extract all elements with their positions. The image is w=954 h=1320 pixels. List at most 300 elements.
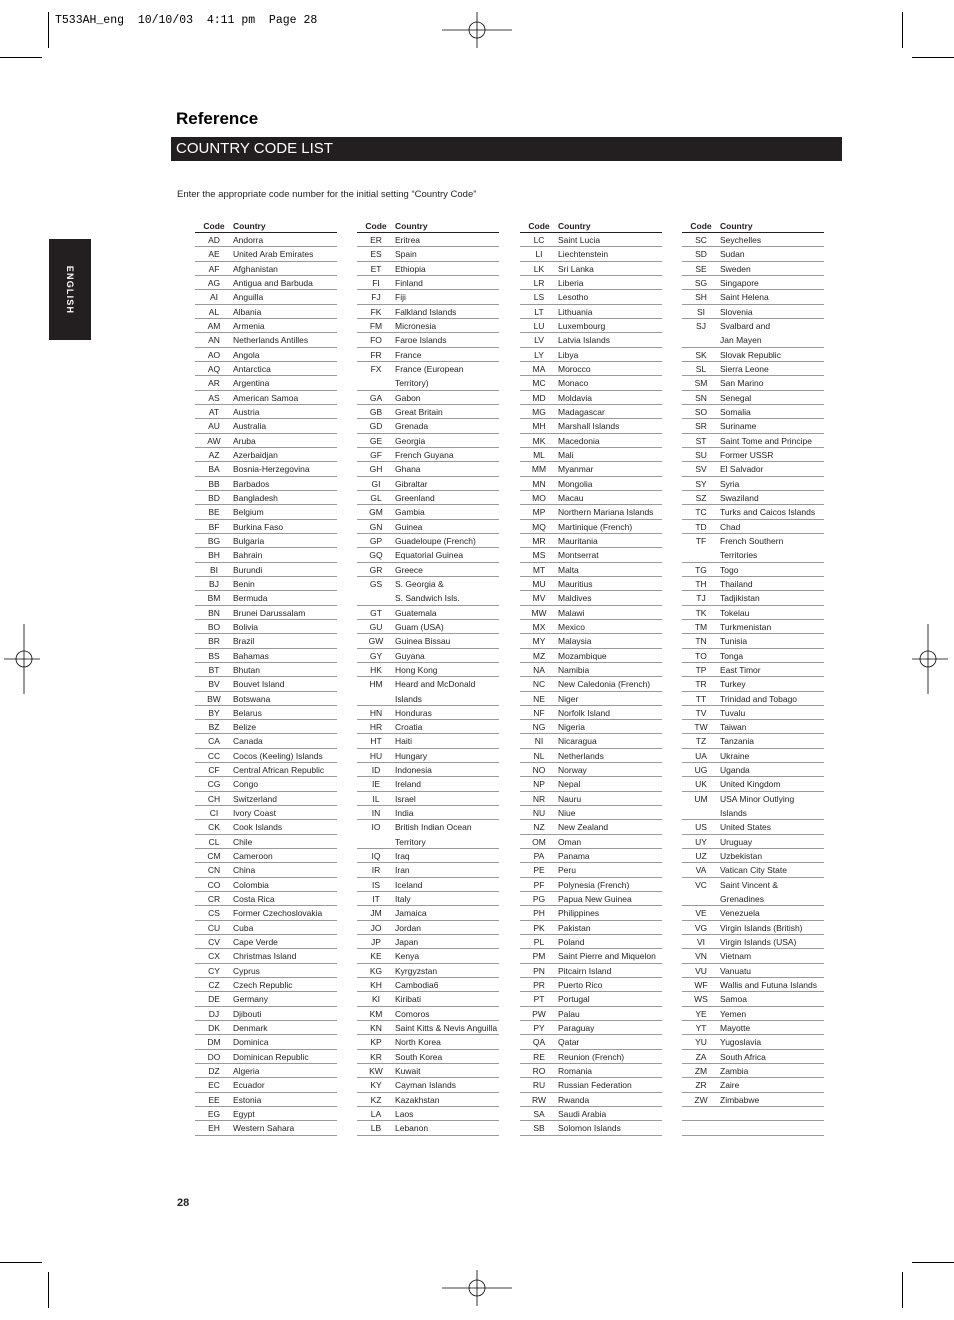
country-name: Tadjikistan [720,593,760,604]
table-row [357,849,499,863]
country-name: Cayman Islands [395,1080,456,1091]
country-name: Switzerland [233,793,277,804]
country-name: Egypt [233,1109,255,1120]
table-row [357,376,499,390]
table-row [682,1021,824,1035]
country-name: Senegal [720,392,752,403]
country-name: Morocco [558,363,591,374]
table-row [520,290,662,304]
table-row [520,835,662,849]
country-code: PT [533,994,545,1005]
country-name: Hong Kong [395,664,438,675]
country-code: KE [370,951,382,962]
country-name: Falkland Islands [395,306,457,317]
country-code: GQ [369,550,383,561]
table-row [357,878,499,892]
country-code: GY [369,650,383,661]
country-name: Congo [233,779,259,790]
country-name: Iraq [395,851,410,862]
table-row [682,1078,824,1092]
country-name: Brunei Darussalam [233,607,306,618]
country-name: Burkina Faso [233,521,284,532]
country-code: CL [208,836,220,847]
table-row [520,906,662,920]
country-name: Russian Federation [558,1080,632,1091]
country-code: KH [370,980,382,991]
country-name: Austria [233,406,260,417]
table-row [682,305,824,319]
country-code: DM [207,1037,221,1048]
country-name: Romania [558,1066,593,1077]
country-name: Mali [558,449,574,460]
country-name: Canada [233,736,263,747]
table-row [357,491,499,505]
table-row [195,305,337,319]
table-row [195,233,337,247]
country-name: Maldives [558,593,592,604]
country-name: Azerbaidjan [233,449,278,460]
country-code: WS [694,994,708,1005]
country-code: MU [532,578,546,589]
table-row [195,319,337,333]
table-row [195,1021,337,1035]
country-code: NR [532,793,546,804]
country-name: Nepal [558,779,581,790]
table-row [682,391,824,405]
header-code: Code [365,221,387,231]
country-name: Singapore [720,277,759,288]
country-code: VN [695,951,707,962]
table-row [682,348,824,362]
country-code: LA [370,1109,382,1120]
page-number: 28 [177,1197,190,1209]
country-code [682,1107,720,1120]
country-name: Pitcairn Island [558,965,612,976]
country-name: Chile [233,836,253,847]
country-name: Tokelau [720,607,750,618]
country-name: Iran [395,865,410,876]
table-row [195,734,337,748]
table-row [682,992,824,1006]
language-tab-label: ENGLISH [65,265,75,314]
table-row [357,348,499,362]
country-code: BM [207,593,221,604]
country-code: DK [208,1023,220,1034]
country-code: BD [208,492,220,503]
registration-mark-icon [442,1270,512,1306]
country-code: EE [208,1094,220,1105]
table-row [520,434,662,448]
country-code: CO [207,879,221,890]
country-name: North Korea [395,1037,441,1048]
code-column-1 [195,220,337,1136]
table-row [357,577,499,591]
country-name: Ecuador [233,1080,265,1091]
country-code: LK [533,263,545,274]
country-code: SN [695,392,707,403]
country-code: PG [532,894,546,905]
country-name: Mauritania [558,535,598,546]
table-row [357,247,499,261]
table-row [357,520,499,534]
country-name: Burundi [233,564,263,575]
country-code: ML [533,449,545,460]
country-code: IS [371,879,381,890]
country-name: Grenadines [720,894,764,905]
table-row [520,276,662,290]
country-code: CN [207,865,221,876]
country-name: Botswana [233,693,271,704]
country-code: AL [208,306,220,317]
table-row [195,663,337,677]
table-row [357,563,499,577]
country-code: TR [695,679,707,690]
table-row [520,577,662,591]
country-name: Saint Lucia [558,235,601,245]
table-row [520,319,662,333]
country-name: Antarctica [233,363,271,374]
table-row [357,333,499,347]
table-row [682,233,824,247]
table-row [357,462,499,476]
country-code: FM [369,320,383,331]
country-name: Trinidad and Tobago [720,693,798,704]
country-code: ES [370,249,382,260]
country-name: Andorra [233,235,264,245]
table-row [682,290,824,304]
country-name: Puerto Rico [558,980,603,991]
table-row [357,649,499,663]
table-row [357,1050,499,1064]
country-code: GW [368,636,384,647]
code-column-3 [520,220,662,1136]
country-code: LB [370,1123,382,1134]
table-row [682,949,824,963]
country-name: Virgin Islands (British) [720,922,803,933]
country-code: UY [695,836,707,847]
country-name: New Zealand [558,822,609,833]
table-row [357,262,499,276]
country-name: Georgia [395,435,426,446]
table-row [520,964,662,978]
country-code: NI [534,736,544,747]
table-row [195,820,337,834]
table-row [682,534,824,548]
table-row [682,1050,824,1064]
country-code: TC [695,507,707,518]
table-row [682,405,824,419]
country-code: CH [207,793,221,804]
country-name: Chad [720,521,741,532]
country-name: Turkey [720,679,746,690]
table-row [357,534,499,548]
table-row [520,305,662,319]
table-row [682,262,824,276]
country-code: CV [208,937,220,948]
table-row [357,906,499,920]
table-row [357,835,499,849]
country-code: HM [369,679,383,690]
country-code: DZ [208,1066,220,1077]
table-row [195,434,337,448]
country-code: QA [532,1037,546,1048]
country-code: SC [695,235,707,245]
country-code: NA [533,664,545,675]
table-row [195,863,337,877]
country-code: KI [371,994,381,1005]
country-code: CM [207,851,221,862]
table-row [195,462,337,476]
country-name: Liberia [558,277,584,288]
table-row [357,391,499,405]
country-name: Cambodia6 [395,980,439,991]
country-code: SE [695,263,707,274]
table-row [682,906,824,920]
table-row [195,649,337,663]
country-name: Croatia [395,722,423,733]
table-row [520,720,662,734]
country-name: Malaysia [558,636,592,647]
country-name: Uzbekistan [720,851,763,862]
country-code: CS [208,908,220,919]
table-row [357,749,499,763]
country-code: CU [207,922,221,933]
table-row [682,505,824,519]
table-row [682,849,824,863]
country-name: Ghana [395,464,421,475]
country-name: Cook Islands [233,822,283,833]
country-code: DJ [208,1008,220,1019]
table-row [520,978,662,992]
country-name: Jamaica [395,908,427,919]
country-name: Cameroon [233,851,273,862]
table-row [682,477,824,491]
country-name: Zambia [720,1066,749,1077]
country-code: BE [208,507,220,518]
country-name: Colombia [233,879,269,890]
country-code: CX [208,951,220,962]
country-name: Equatorial Guinea [395,550,464,561]
table-row [520,233,662,247]
country-name: Territory [395,836,426,847]
country-name: Syria [720,478,740,489]
country-code: IL [372,793,380,804]
table-row [195,1093,337,1107]
country-name: Brazil [233,636,255,647]
country-code: ZW [694,1094,708,1105]
country-code: UA [695,750,707,761]
country-code: NP [533,779,545,790]
country-code: MV [532,593,546,604]
country-code: IQ [371,851,381,862]
country-name: Czech Republic [233,980,293,991]
table-row [682,663,824,677]
country-code: MH [532,421,546,432]
country-name: Grenada [395,421,429,432]
country-name: Eritrea [395,235,421,245]
table-row [357,1121,499,1135]
country-name: Islands [395,693,422,704]
country-name: Mauritius [558,578,593,589]
table-row [357,1064,499,1078]
country-name: Suriname [720,421,757,432]
country-code: UG [694,765,708,776]
country-code: LI [535,249,543,260]
table-row [195,777,337,791]
country-name: Bangladesh [233,492,278,503]
country-name: Uruguay [720,836,753,847]
table-row [520,892,662,906]
country-name: Sweden [720,263,751,274]
country-name: Somalia [720,406,751,417]
country-name: Tuvalu [720,707,746,718]
country-name: Anguilla [233,292,264,303]
country-code: TO [695,650,707,661]
table-row [195,835,337,849]
table-row [357,720,499,734]
country-name: China [233,865,256,876]
country-code: BN [208,607,220,618]
table-row [682,276,824,290]
country-name: Kenya [395,951,420,962]
table-row [682,376,824,390]
country-code: GT [370,607,382,618]
table-row [520,606,662,620]
table-row [682,835,824,849]
country-name: Philippines [558,908,600,919]
country-code: GR [369,564,383,575]
country-name: Ukraine [720,750,750,761]
country-name: Algeria [233,1066,260,1077]
table-row [195,692,337,706]
country-name: Namibia [558,664,590,675]
country-name: Samoa [720,994,747,1005]
country-name: Armenia [233,320,265,331]
country-name: Lebanon [395,1123,429,1134]
country-code: VU [695,965,707,976]
country-name: Vatican City State [720,865,787,876]
country-name: Rwanda [558,1094,590,1105]
country-name: Guatemala [395,607,437,618]
country-name: Afghanistan [233,263,278,274]
country-code: FO [370,335,382,346]
header-code: Code [203,221,225,231]
country-name: Libya [558,349,579,360]
country-code: NC [532,679,546,690]
table-row [520,477,662,491]
table-row [357,448,499,462]
table-row [195,892,337,906]
table-row [520,520,662,534]
table-row [682,720,824,734]
country-name: Mozambique [558,650,607,661]
country-code: MC [532,378,546,389]
country-code: AF [208,263,220,274]
table-row [357,477,499,491]
table-row [357,305,499,319]
country-name: Territory) [395,378,429,389]
table-row [682,878,824,892]
country-code: OM [532,836,546,847]
country-code: PM [532,951,546,962]
country-code: CZ [208,980,220,991]
table-header [682,220,824,233]
table-row [682,319,824,333]
table-row [520,1064,662,1078]
country-code: AT [208,406,220,417]
country-code: JP [371,937,381,948]
table-row [520,863,662,877]
country-name: Bolivia [233,621,259,632]
country-code: SV [695,464,707,475]
table-row [520,921,662,935]
country-code: IO [371,822,381,833]
country-code: GE [369,435,383,446]
country-code: AI [209,292,219,303]
table-row [520,419,662,433]
country-code: ST [695,435,707,446]
table-row [520,1121,662,1135]
table-row [195,878,337,892]
page-title: COUNTRY CODE LIST [171,137,842,161]
country-name: Bahamas [233,650,269,661]
table-row [682,577,824,591]
country-code: VG [694,922,708,933]
table-header [357,220,499,233]
country-name: Tonga [720,650,744,661]
table-row [195,391,337,405]
table-row [682,606,824,620]
country-name: Mexico [558,621,585,632]
table-row [195,949,337,963]
table-row [682,548,824,562]
table-row [195,677,337,691]
table-row [682,749,824,763]
table-row [520,1035,662,1049]
country-code: ZR [695,1080,707,1091]
country-code: SM [694,378,708,389]
country-code [357,692,395,705]
table-row [195,992,337,1006]
table-row [682,419,824,433]
country-code: CK [208,822,220,833]
country-name: Territories [720,550,758,561]
country-code: MO [532,492,546,503]
table-row [357,863,499,877]
country-name: Australia [233,421,267,432]
country-name: Fiji [395,292,406,303]
country-code: BY [208,707,220,718]
country-name: Guinea [395,521,423,532]
country-code: SO [694,406,708,417]
country-code: PA [533,851,545,862]
header-code: Code [690,221,712,231]
header-country: Country [558,221,591,231]
table-row [520,247,662,261]
table-row [357,763,499,777]
table-row [357,935,499,949]
country-code [357,835,395,848]
table-row [682,777,824,791]
table-row [682,763,824,777]
country-code: GU [369,621,383,632]
country-code: AU [208,421,220,432]
table-row [520,734,662,748]
country-name: Netherlands Antilles [233,335,309,346]
country-name: Slovak Republic [720,349,781,360]
country-code: FI [372,277,380,288]
country-name: Saint Kitts & Nevis Anguilla [395,1023,498,1034]
